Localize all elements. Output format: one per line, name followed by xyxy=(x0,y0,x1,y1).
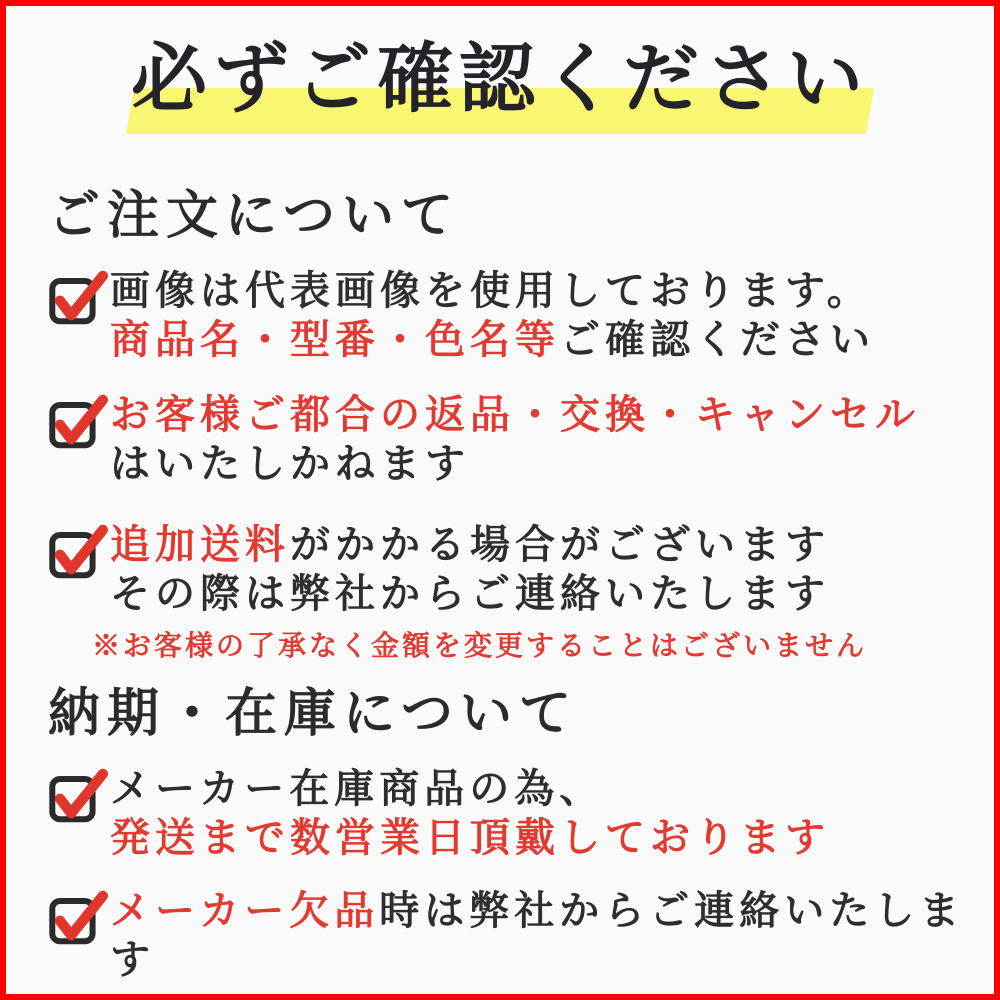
checkbox-checked-icon xyxy=(48,394,108,452)
page-title: 必ずご確認ください xyxy=(131,34,869,123)
text-segment: はいたしかねます xyxy=(110,440,470,487)
checklist-item xyxy=(48,520,970,618)
text-segment-red: お客様ご都合の返品・交換・キャンセル xyxy=(110,391,920,438)
checklist-item xyxy=(48,266,970,364)
checkbox-checked-icon xyxy=(48,524,108,582)
text-segment-red: メーカー欠品 xyxy=(110,887,380,934)
item-text xyxy=(110,764,830,862)
text-segment: ご確認ください xyxy=(560,316,875,363)
section-heading-stock: 納期・在庫について xyxy=(48,683,578,744)
text-segment: 時は弊社からご連絡いたします xyxy=(110,887,965,983)
item-text xyxy=(110,520,830,618)
text-segment-red: 追加送料 xyxy=(110,521,290,568)
text-segment-red: 商品名・型番・色名等 xyxy=(110,316,560,363)
text-segment: 画像は代表画像を使用しております。 xyxy=(110,267,872,314)
item-text xyxy=(110,390,920,488)
price-change-footnote: ※お客様の了承なく金額を変更することはございません xyxy=(92,629,868,662)
checklist-item xyxy=(48,764,970,862)
text-segment: その際は弊社からご連絡いたします xyxy=(110,570,830,617)
item-text xyxy=(110,266,875,364)
checkbox-checked-icon xyxy=(48,890,108,948)
item-text xyxy=(110,886,970,984)
text-segment: がかかる場合がございます xyxy=(290,521,830,568)
checklist-item xyxy=(48,886,970,984)
title-block xyxy=(6,6,994,166)
checkbox-checked-icon xyxy=(48,768,108,826)
section-heading-order: ご注文について xyxy=(48,185,460,246)
text-segment: メーカー在庫商品の為、 xyxy=(110,765,605,812)
text-segment-red: 発送まで数営業日頂戴しております xyxy=(110,814,830,861)
checklist-item xyxy=(48,390,970,488)
checkbox-checked-icon xyxy=(48,270,108,328)
